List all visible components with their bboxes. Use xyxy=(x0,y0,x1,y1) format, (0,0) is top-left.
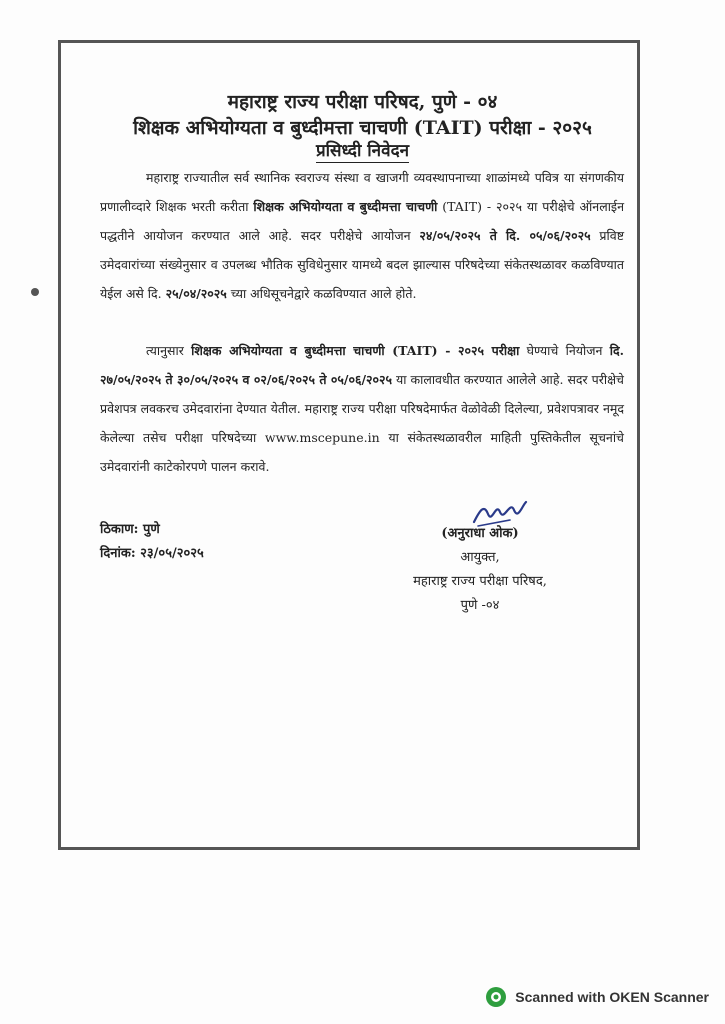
scanner-logo-icon xyxy=(485,986,507,1008)
press-note-label: प्रसिध्दी निवेदन xyxy=(315,141,410,161)
paragraph-2-text-c: या कालावधीत करण्यात आलेले आहे. सदर परीक्षेचे प्रवेशपत्र लवकरच उमेदवारांना देण्यात येतील. महाराष्ट्र राज्य परीक्षा परिषदेमार्फत वेळोवेळी दिलेल्या, प्रवेशपत्रावर नमूद केलेल्या तसेच परीक्षा परिषदेच्या www.mscepune.in या संकेतस्थळावरील माहिती पुस्तिकेतील सूचनांचे उमेदवारांनी काटेकोरपणे पालन करावे. xyxy=(100,372,624,474)
date-line: दिनांक: २३/०५/२०२५ xyxy=(100,546,204,561)
paragraph-2-text-b: घेण्याचे नियोजन xyxy=(519,343,610,358)
paragraph-1-text-b: (TAIT) - २०२५ या परीक्षेचे ऑनलाईन पद्धतीने आयोजन करण्यात आले आहे. सदर परीक्षेचे आयोजन xyxy=(100,199,625,243)
header-organization: महाराष्ट्र राज्य परीक्षा परिषद, पुणे - ०४ xyxy=(227,91,498,113)
scanner-watermark xyxy=(485,986,709,1008)
place-line: ठिकाण: पुणे xyxy=(100,522,160,537)
paragraph-1 xyxy=(100,163,624,308)
place-date-block xyxy=(100,518,204,566)
signatory-title: आयुक्त, xyxy=(460,550,500,565)
paragraph-2-bold-a: शिक्षक अभियोग्यता व बुध्दीमत्ता चाचणी (TAIT) - २०२५ परीक्षा xyxy=(191,343,520,358)
scanner-watermark-text: Scanned with OKEN Scanner xyxy=(515,989,709,1005)
header-exam-title: शिक्षक अभियोग्यता व बुध्दीमत्ता चाचणी (TAIT) परीक्षा - २०२५ xyxy=(133,117,592,139)
header-press-note xyxy=(0,138,725,161)
paragraph-1-bold-c: २५/०४/२०२५ xyxy=(165,286,227,301)
signatory-organization: महाराष्ट्र राज्य परीक्षा परिषद, xyxy=(413,574,547,589)
scan-speck xyxy=(31,288,39,296)
paragraph-2-bold-b: दि. २७/०५/२०२५ ते ३०/०५/२०२५ व ०२/०६/२०२५ ते ०५/०६/२०२५ xyxy=(100,343,624,387)
signatory-name: (अनुराधा ओक) xyxy=(441,526,519,541)
paragraph-1-text-c: प्रविष्ट उमेदवारांच्या संख्येनुसार व उपलब्ध भौतिक सुविधेनुसार यामध्ये बदल झाल्यास परिषदेच्या संकेतस्थळावर कळविण्यात येईल असे दि. xyxy=(100,228,624,301)
signatory-city: पुणे -०४ xyxy=(460,598,500,613)
paragraph-2 xyxy=(100,336,624,481)
paragraph-1-bold-b: २४/०५/२०२५ ते दि. ०५/०६/२०२५ xyxy=(419,228,591,243)
paragraph-1-text-d: च्या अधिसूचनेद्वारे कळविण्यात आले होते. xyxy=(226,286,417,301)
signatory-block xyxy=(400,522,560,618)
paragraph-1-text-a: महाराष्ट्र राज्यातील सर्व स्थानिक स्वराज्य संस्था व खाजगी व्यवस्थापनाच्या शाळांमध्ये पवित्र या संगणकीय प्रणालीव्दारे शिक्षक भरती करीता xyxy=(100,170,624,214)
paragraph-1-bold-a: शिक्षक अभियोग्यता व बुध्दीमत्ता चाचणी xyxy=(253,199,438,214)
paragraph-2-text-a: त्यानुसार xyxy=(146,343,192,358)
